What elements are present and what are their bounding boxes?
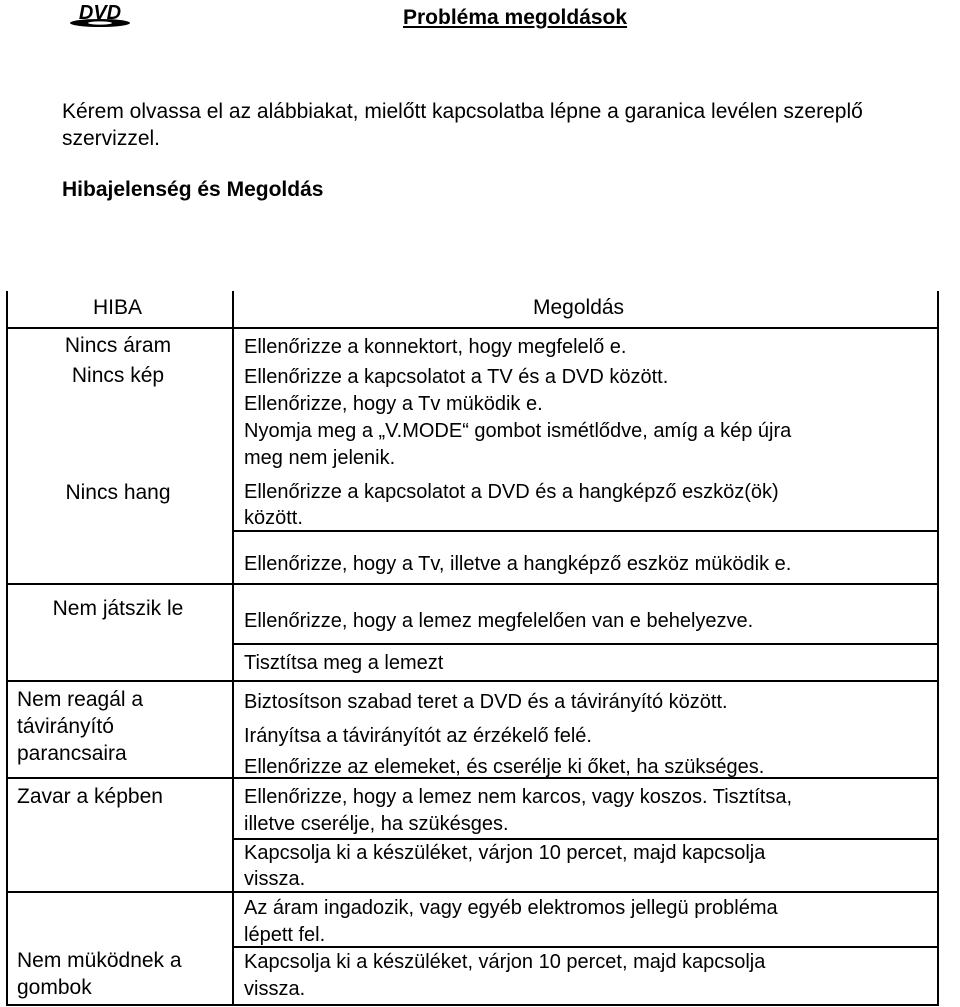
row-divider bbox=[232, 680, 939, 682]
table-border-bottom bbox=[232, 1004, 939, 1006]
solution-line: Ellenőrizze, hogy a lemez megfelelően van e behelyezve. bbox=[244, 610, 754, 632]
row-divider bbox=[232, 327, 939, 329]
solution-line: Ellenőrizze a kapcsolatot a DVD és a hangképző eszköz(ök) bbox=[244, 481, 779, 503]
solution-line: vissza. bbox=[244, 978, 306, 1000]
problem-cell: Nincs kép bbox=[71, 364, 165, 387]
problem-cell: Nem játszik le bbox=[52, 597, 184, 620]
solution-line: Ellenőrizze a konnektort, hogy megfelelő e. bbox=[244, 336, 627, 358]
solution-line: Ellenőrizze, hogy a Tv, illetve a hangképző eszköz müködik e. bbox=[244, 553, 792, 575]
row-divider bbox=[6, 327, 234, 329]
row-divider bbox=[232, 643, 939, 645]
column-header-solution: Megoldás bbox=[533, 296, 625, 319]
row-divider bbox=[6, 891, 234, 893]
solution-line: Irányítsa a távirányítót az érzékelő felé. bbox=[244, 725, 592, 747]
row-divider bbox=[6, 583, 234, 585]
solution-line: Ellenőrizze, hogy a Tv müködik e. bbox=[244, 393, 543, 415]
row-divider bbox=[6, 680, 234, 682]
solution-line: lépett fel. bbox=[244, 924, 326, 946]
problem-cell: Nincs hang bbox=[65, 481, 171, 504]
row-divider bbox=[6, 777, 234, 779]
row-divider bbox=[232, 530, 939, 532]
dvd-logo-text: DVD bbox=[78, 2, 122, 24]
solution-line: vissza. bbox=[244, 868, 306, 890]
page-title: Probléma megoldások bbox=[403, 6, 628, 29]
problem-cell: Nincs áram bbox=[64, 334, 172, 357]
solution-line: Kapcsolja ki a készüléket, várjon 10 percet, majd kapcsolja bbox=[244, 842, 766, 864]
dvd-logo bbox=[60, 2, 140, 28]
solution-line: Nyomja meg a „V.MODE“ gombot ismétlődve, amíg a kép újra bbox=[244, 420, 792, 442]
row-divider bbox=[232, 583, 939, 585]
solution-line: meg nem jelenik. bbox=[244, 447, 396, 469]
problem-cell: Nem müködnek a gombok bbox=[17, 949, 182, 999]
solution-line: illetve cserélje, ha szükésges. bbox=[244, 813, 509, 835]
intro-text: Kérem olvassa el az alábbiakat, mielőtt kapcsolatba lépne a garanica levélen szereplő szervizzel. bbox=[62, 100, 863, 150]
solution-line: Tisztítsa meg a lemezt bbox=[244, 652, 444, 674]
problem-cell: Zavar a képben bbox=[17, 785, 163, 808]
solution-line: Ellenőrizze a kapcsolatot a TV és a DVD között. bbox=[244, 366, 669, 388]
column-header-problem: HIBA bbox=[93, 296, 143, 319]
solution-line: Ellenőrizze az elemeket, és cserélje ki őket, ha szükséges. bbox=[244, 756, 765, 778]
solution-line: Az áram ingadozik, vagy egyéb elektromos jellegü probléma bbox=[244, 897, 778, 919]
solution-line: Kapcsolja ki a készüléket, várjon 10 percet, majd kapcsolja bbox=[244, 951, 766, 973]
row-divider bbox=[232, 891, 939, 893]
solution-line: Biztosítson szabad teret a DVD és a távirányító között. bbox=[244, 691, 728, 713]
table-column-divider bbox=[232, 291, 234, 1005]
table-border-right bbox=[937, 291, 939, 1005]
solution-line: Ellenőrizze, hogy a lemez nem karcos, vagy koszos. Tisztítsa, bbox=[244, 786, 792, 808]
section-heading: Hibajelenség és Megoldás bbox=[62, 178, 324, 201]
table-border-left bbox=[6, 291, 8, 1005]
solution-line: között. bbox=[244, 507, 303, 529]
problem-cell: Nem reagál a távirányító parancsaira bbox=[17, 688, 144, 765]
row-divider bbox=[232, 946, 939, 948]
table-border-bottom bbox=[6, 1004, 234, 1006]
